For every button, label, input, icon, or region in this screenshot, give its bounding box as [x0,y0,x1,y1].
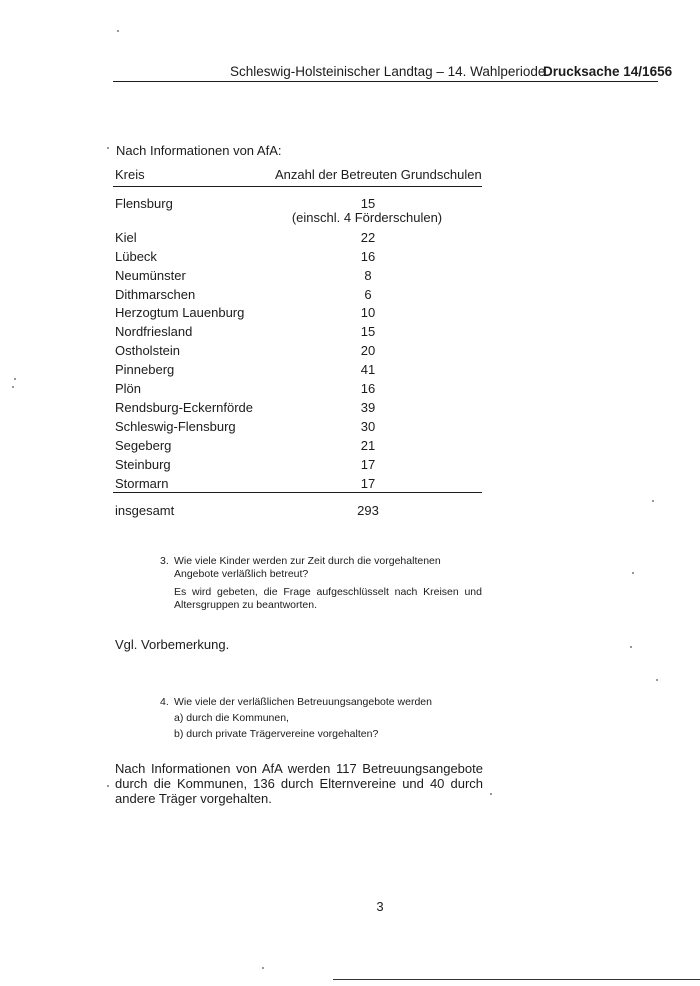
table-row [0,381,700,400]
total-label: insgesamt [115,503,175,518]
table-total-divider [113,492,482,493]
row-kreis: Rendsburg-Eckernförde [115,400,254,415]
question-4-number: 4. [160,696,169,708]
row-anzahl: 22 [360,230,376,245]
row-kreis: Plön [115,381,142,396]
footer-divider [333,979,700,980]
row-kreis: Flensburg [115,196,173,211]
table-row [0,400,700,419]
row-anzahl: 10 [360,305,376,320]
scan-speck [652,500,654,502]
table-row [0,249,700,268]
answer-3: Vgl. Vorbemerkung. [115,637,230,652]
scan-speck [632,572,634,574]
scan-speck [262,967,264,969]
row-kreis: Ostholstein [115,343,181,358]
table-row [0,343,700,362]
total-value: 293 [357,503,379,518]
scan-speck [107,785,109,787]
question-3 [160,555,482,581]
row-kreis: Kiel [115,230,137,245]
table-row [0,438,700,457]
table-header-divider [113,186,482,187]
table-row [0,305,700,324]
scan-speck [107,147,109,149]
scan-speck [14,378,16,380]
row-anzahl: 21 [360,438,376,453]
page-number: 3 [376,899,384,914]
row-kreis: Neumünster [115,268,186,283]
scan-speck [656,679,658,681]
row-anzahl: 16 [360,249,376,264]
question-4-text: Wie viele der verläßlichen Betreuungsangebote werden [174,696,432,708]
row-kreis: Pinneberg [115,362,175,377]
column-header-kreis: Kreis [115,167,145,182]
column-header-anzahl: Anzahl der Betreuten Grundschulen [275,167,482,182]
row-anzahl: 41 [360,362,376,377]
scan-speck [630,646,632,648]
scan-speck [12,386,14,388]
row-anzahl: 17 [360,457,376,472]
table-row [0,287,700,306]
row-anzahl: 15 [360,324,376,339]
table-row [0,268,700,287]
row-kreis: Schleswig-Flensburg [115,419,236,434]
row-kreis: Nordfriesland [115,324,193,339]
row-kreis: Lübeck [115,249,157,264]
row-note: (einschl. 4 Förderschulen) [291,210,443,225]
question-3-text: Wie viele Kinder werden zur Zeit durch die vorgehaltenen Angebote verläßlich betreut? [174,555,441,580]
question-4 [160,696,480,709]
row-kreis: Stormarn [115,476,169,491]
table-row [0,419,700,438]
row-anzahl: 15 [360,196,376,211]
row-kreis: Steinburg [115,457,171,472]
row-kreis: Dithmarschen [115,287,196,302]
row-kreis: Segeberg [115,438,172,453]
header-title: Schleswig-Holsteinischer Landtag – 14. Wahlperiode [230,64,546,79]
answer-4: Nach Informationen von AfA werden 117 Betreuungsangebote durch die Kommunen, 136 durch Elternvereine und 40 durch andere Träger vorgehalten. [115,761,483,806]
table-row [0,324,700,343]
question-4-option-a: a) durch die Kommunen, [174,712,289,724]
intro-text: Nach Informationen von AfA: [116,143,282,158]
question-3-subtext: Es wird gebeten, die Frage aufgeschlüsselt nach Kreisen und Altersgruppen zu beantworten. [174,586,482,611]
question-3-number: 3. [160,555,169,567]
row-anzahl: 20 [360,343,376,358]
row-anzahl: 8 [364,268,372,283]
table-row [0,230,700,249]
scan-speck [117,30,119,32]
row-anzahl: 30 [360,419,376,434]
row-kreis: Herzogtum Lauenburg [115,305,245,320]
question-4-option-b: b) durch private Trägervereine vorgehalten? [174,728,379,740]
row-anzahl: 17 [360,476,376,491]
row-anzahl: 6 [364,287,372,302]
row-anzahl: 16 [360,381,376,396]
row-anzahl: 39 [360,400,376,415]
document-number: Drucksache 14/1656 [543,64,673,79]
table-row [0,457,700,476]
header-divider [113,81,658,82]
scan-speck [490,793,492,795]
table-row [0,362,700,381]
